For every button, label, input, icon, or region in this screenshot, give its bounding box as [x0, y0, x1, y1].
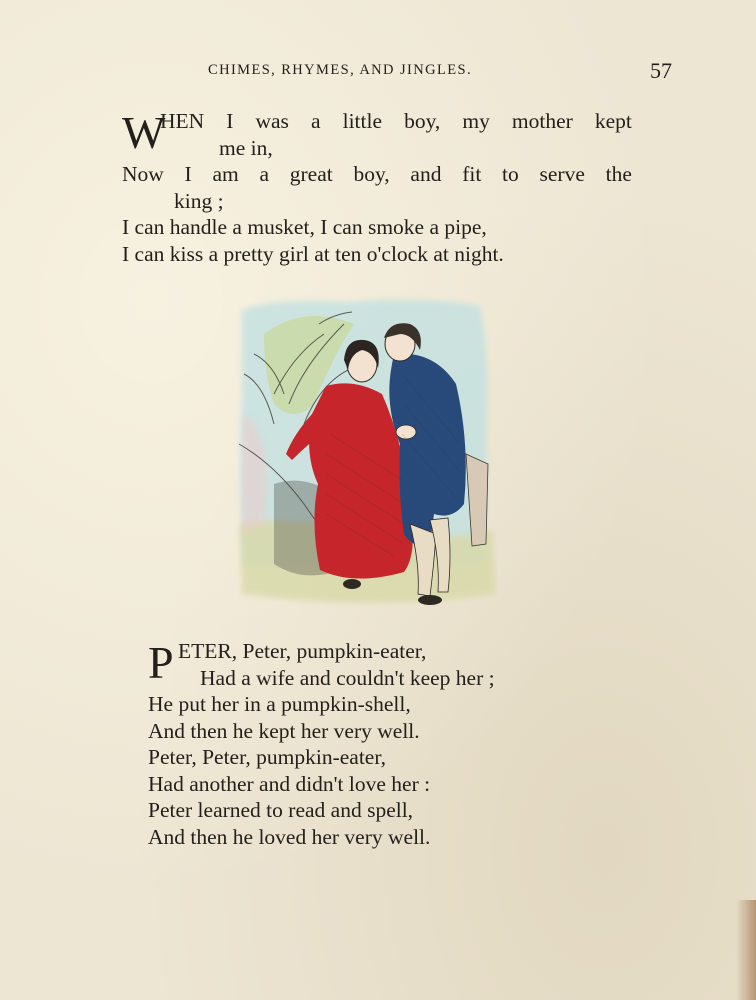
verse-line: Peter, Peter, pumpkin-eater, [148, 745, 387, 769]
verse-line: And then he loved her very well. [148, 824, 431, 849]
verse-when-i-was-a-little-boy [122, 108, 632, 267]
verse-line: And then he kept her very well. [148, 718, 420, 743]
verse-line: me in, [219, 135, 273, 160]
verse-line: Peter learned to read and spell, [148, 798, 414, 822]
verse-line: HEN I was a little boy, my mother kept [160, 109, 632, 133]
verse-line: ETER, Peter, pumpkin-eater, [178, 639, 427, 663]
running-title: CHIMES, RHYMES, AND JINGLES. [208, 62, 472, 78]
verse-line: Had a wife and couldn't keep her ; [200, 665, 495, 690]
drop-cap-p: P [148, 637, 174, 688]
verse-line: I can kiss a pretty girl at ten o'clock at night. [122, 241, 504, 266]
drop-cap-w: W [122, 107, 166, 158]
page-edge-stain [736, 900, 756, 1000]
verse-line: Now I am a great boy, and fit to serve the [122, 162, 632, 186]
verse-line: king ; [174, 188, 224, 213]
engraving-couple-illustration [234, 294, 498, 616]
page-number: 57 [650, 58, 672, 83]
verse-line: He put her in a pumpkin-shell, [148, 692, 411, 716]
verse-peter-peter-pumpkin-eater [148, 638, 608, 850]
verse-line: Had another and didn't love her : [148, 771, 431, 796]
verse-line: I can handle a musket, I can smoke a pipe, [122, 215, 487, 239]
